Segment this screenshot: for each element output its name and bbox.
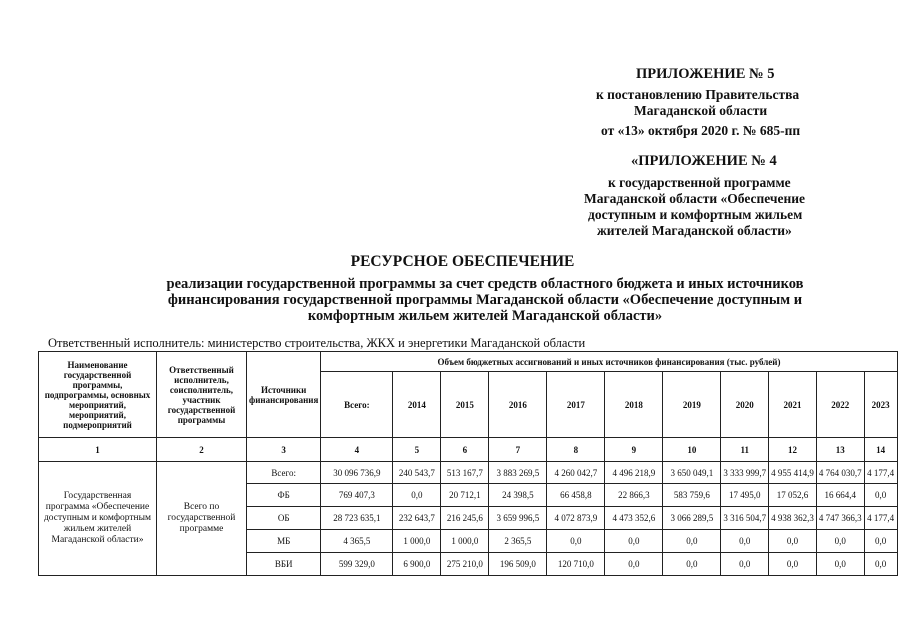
value-cell: 6 900,0: [393, 553, 441, 576]
value-cell: 120 710,0: [547, 553, 605, 576]
value-cell: 0,0: [605, 553, 663, 576]
year-header: 2017: [547, 372, 605, 438]
value-cell: 583 759,6: [663, 484, 721, 507]
value-cell: 4 764 030,7: [816, 462, 864, 484]
value-cell: 3 333 999,7: [721, 462, 769, 484]
document-subtitle-line3: комфортным жильем жителей Магаданской области»: [307, 308, 663, 324]
value-cell: 17 052,6: [769, 484, 817, 507]
resource-table: [38, 351, 898, 576]
appendix4-line2: Магаданской области «Обеспечение: [584, 191, 806, 206]
appendix4-title: «ПРИЛОЖЕНИЕ № 4: [631, 153, 777, 169]
column-number: 1: [39, 438, 157, 462]
appendix4-line4: жителей Магаданской области»: [597, 223, 792, 238]
value-cell: 513 167,7: [441, 462, 489, 484]
value-cell: 0,0: [721, 553, 769, 576]
header-volume: Объем бюджетных ассигнований и иных источников финансирования (тыс. рублей): [321, 352, 897, 372]
column-number: 12: [769, 438, 817, 462]
value-cell: 0,0: [721, 530, 769, 553]
value-cell: 4 177,4: [864, 507, 897, 530]
year-header: 2020: [721, 372, 769, 438]
value-cell: 196 509,0: [489, 553, 547, 576]
column-number: 13: [816, 438, 864, 462]
column-number: 8: [547, 438, 605, 462]
appendix5-line3: от «13» октября 2020 г. № 685-пп: [601, 123, 801, 138]
column-number: 5: [393, 438, 441, 462]
appendix5-line1: к постановлению Правительства: [596, 87, 800, 102]
appendix4-line3: доступным и комфортным жильем: [588, 207, 803, 222]
value-cell: 599 329,0: [321, 553, 393, 576]
value-cell: 22 866,3: [605, 484, 663, 507]
program-name: Государственная программа «Обеспечение доступным и комфортным жильем жителей Магаданской области»: [39, 462, 157, 576]
source-cell: ФБ: [247, 484, 321, 507]
value-cell: 2 365,5: [489, 530, 547, 553]
year-header: 2016: [489, 372, 547, 438]
value-cell: 4 365,5: [321, 530, 393, 553]
source-cell: ВБИ: [247, 553, 321, 576]
program-responsible: Всего по государственной программе: [157, 462, 247, 576]
value-cell: 3 650 049,1: [663, 462, 721, 484]
value-cell: 4 177,4: [864, 462, 897, 484]
value-cell: 216 245,6: [441, 507, 489, 530]
header-name: Наименование государственной программы, подпрограммы, основных мероприятий, мероприятий, подмероприятий: [39, 352, 157, 438]
appendix4-line1: к государственной программе: [608, 175, 791, 190]
year-header: 2023: [864, 372, 897, 438]
value-cell: 4 938 362,3: [769, 507, 817, 530]
value-cell: 232 643,7: [393, 507, 441, 530]
value-cell: 0,0: [864, 484, 897, 507]
value-cell: 16 664,4: [816, 484, 864, 507]
value-cell: 0,0: [816, 530, 864, 553]
value-cell: 1 000,0: [393, 530, 441, 553]
value-cell: 3 883 269,5: [489, 462, 547, 484]
value-cell: 4 955 414,9: [769, 462, 817, 484]
value-cell: 4 473 352,6: [605, 507, 663, 530]
appendix5-title: ПРИЛОЖЕНИЕ № 5: [636, 66, 775, 82]
year-header: 2022: [816, 372, 864, 438]
document-subtitle-line2: финансирования государственной программы Магаданской области «Обеспечение доступным и: [167, 292, 803, 308]
source-cell: МБ: [247, 530, 321, 553]
value-cell: 17 495,0: [721, 484, 769, 507]
value-cell: 24 398,5: [489, 484, 547, 507]
header-responsible: Ответственный исполнитель, соисполнитель, участник государственной программы: [157, 352, 247, 438]
value-cell: 0,0: [605, 530, 663, 553]
column-number: 10: [663, 438, 721, 462]
year-header: 2015: [441, 372, 489, 438]
document-title: РЕСУРСНОЕ ОБЕСПЕЧЕНИЕ: [350, 253, 575, 270]
value-cell: 275 210,0: [441, 553, 489, 576]
value-cell: 30 096 736,9: [321, 462, 393, 484]
column-number: 6: [441, 438, 489, 462]
value-cell: 4 496 218,9: [605, 462, 663, 484]
value-cell: 4 072 873,9: [547, 507, 605, 530]
value-cell: 3 066 289,5: [663, 507, 721, 530]
value-cell: 0,0: [547, 530, 605, 553]
value-cell: 3 316 504,7: [721, 507, 769, 530]
table-row: [39, 462, 898, 484]
column-number: 3: [247, 438, 321, 462]
column-number: 9: [605, 438, 663, 462]
value-cell: 0,0: [663, 553, 721, 576]
value-cell: 20 712,1: [441, 484, 489, 507]
value-cell: 1 000,0: [441, 530, 489, 553]
value-cell: 66 458,8: [547, 484, 605, 507]
source-cell: ОБ: [247, 507, 321, 530]
document-subtitle-line1: реализации государственной программы за счет средств областного бюджета и иных источников: [166, 276, 804, 292]
column-number: 4: [321, 438, 393, 462]
header-source: Источники финансирования: [247, 352, 321, 438]
value-cell: 0,0: [769, 553, 817, 576]
year-header: 2018: [605, 372, 663, 438]
value-cell: 0,0: [769, 530, 817, 553]
source-cell: Всего:: [247, 462, 321, 484]
value-cell: 240 543,7: [393, 462, 441, 484]
value-cell: 4 260 042,7: [547, 462, 605, 484]
value-cell: 4 747 366,3: [816, 507, 864, 530]
column-number: 2: [157, 438, 247, 462]
value-cell: 769 407,3: [321, 484, 393, 507]
year-header: 2021: [769, 372, 817, 438]
year-header: 2014: [393, 372, 441, 438]
responsible-executor: Ответственный исполнитель: министерство строительства, ЖКХ и энергетики Магаданской области: [48, 336, 586, 350]
column-number: 7: [489, 438, 547, 462]
value-cell: 28 723 635,1: [321, 507, 393, 530]
value-cell: 0,0: [393, 484, 441, 507]
value-cell: 3 659 996,5: [489, 507, 547, 530]
year-header: 2019: [663, 372, 721, 438]
value-cell: 0,0: [864, 553, 897, 576]
value-cell: 0,0: [864, 530, 897, 553]
appendix5-line2: Магаданской области: [634, 103, 768, 118]
value-cell: 0,0: [816, 553, 864, 576]
year-header: Всего:: [321, 372, 393, 438]
column-number: 14: [864, 438, 897, 462]
column-number: 11: [721, 438, 769, 462]
value-cell: 0,0: [663, 530, 721, 553]
